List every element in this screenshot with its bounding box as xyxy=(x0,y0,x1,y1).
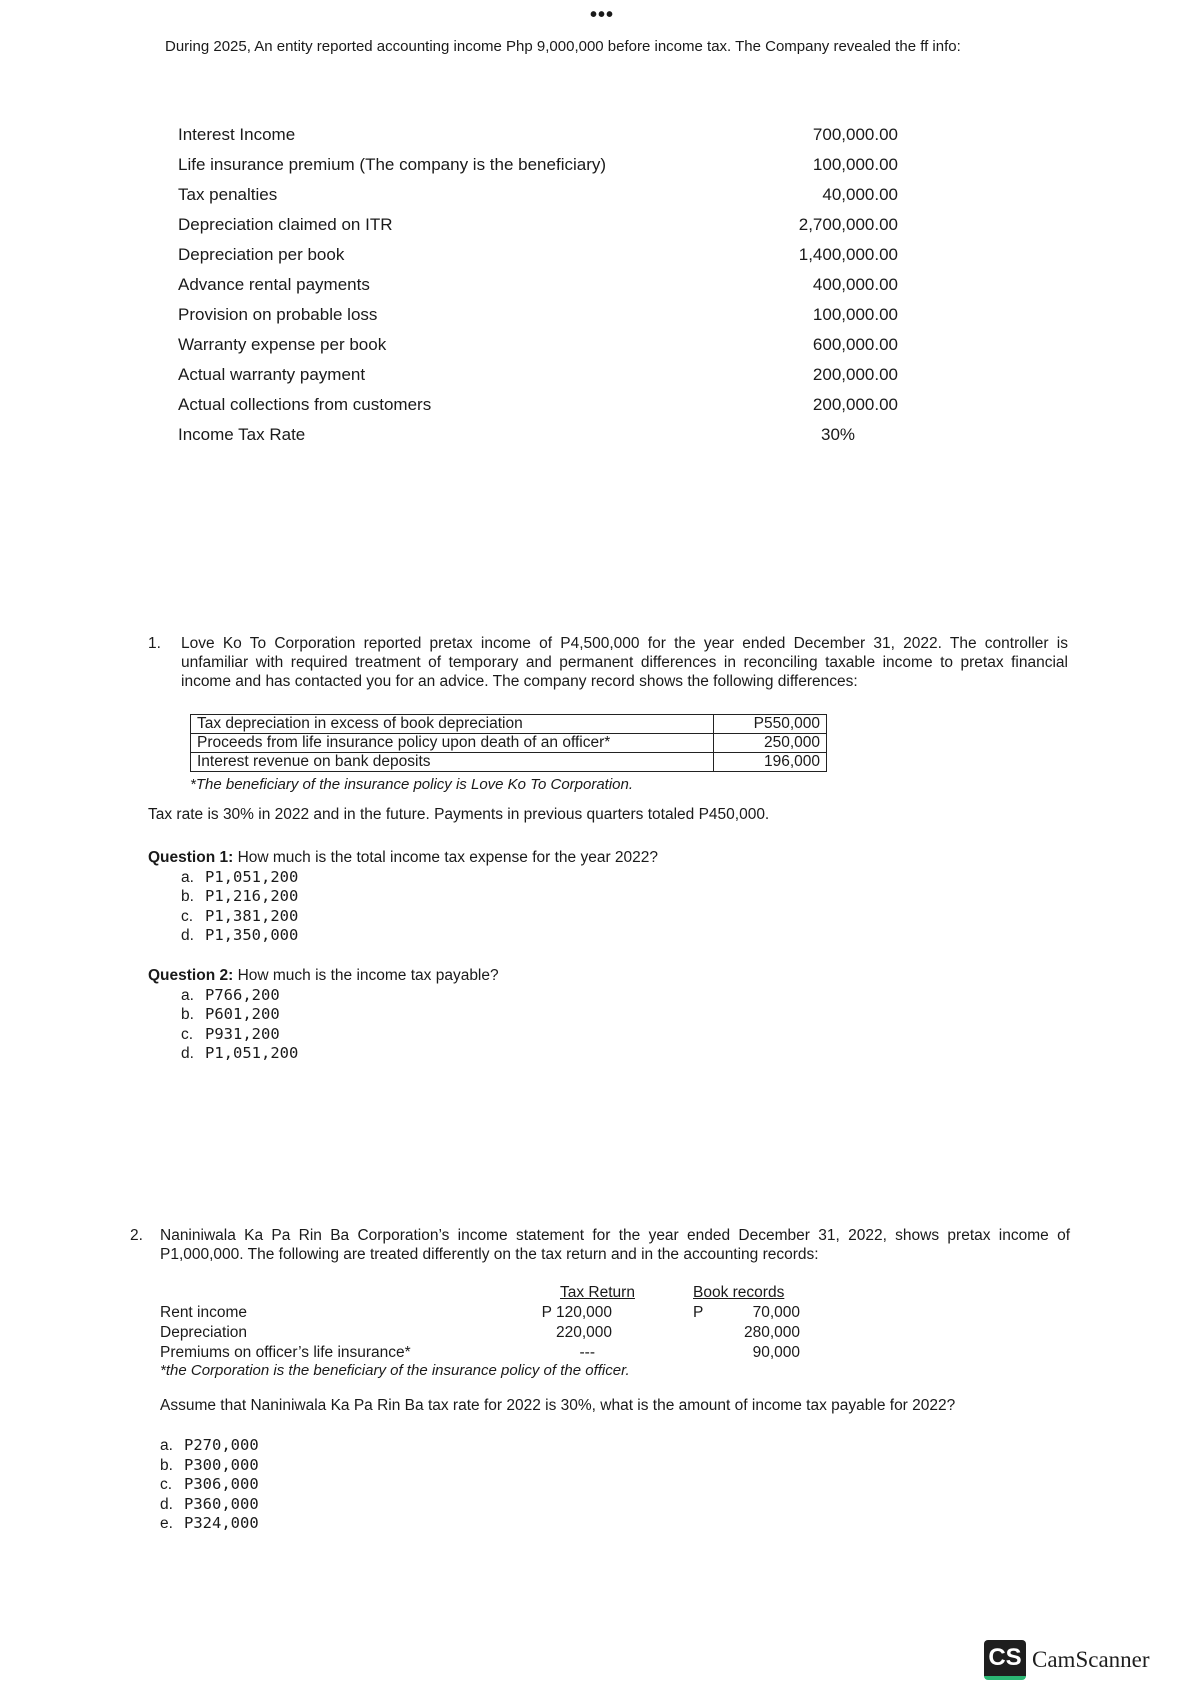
info-row xyxy=(178,120,898,150)
info-label: Interest Income xyxy=(178,125,296,144)
choice-item[interactable] xyxy=(160,1456,259,1476)
choice-text: P1,381,200 xyxy=(205,906,299,925)
choice-text: P306,000 xyxy=(184,1475,259,1493)
info-label: Actual collections from customers xyxy=(178,395,432,414)
differences-table xyxy=(190,714,827,772)
difference-amount: 196,000 xyxy=(714,753,827,772)
info-label: Warranty expense per book xyxy=(178,335,387,354)
tax-return-value: --- xyxy=(579,1344,595,1361)
question-label: Question 2: xyxy=(148,967,234,984)
row-label: Premiums on officer’s life insurance* xyxy=(160,1344,411,1361)
choice-text: P1,051,200 xyxy=(205,1044,299,1062)
tax-rate-text: Tax rate is 30% in 2022 and in the future. Payments in previous quarters totaled P450,000. xyxy=(148,806,770,823)
choice-text: P766,200 xyxy=(205,985,280,1004)
intro-paragraph: During 2025, An entity reported accounting income Php 9,000,000 before income tax. The Company revealed the ff info: xyxy=(165,38,961,55)
choice-item[interactable] xyxy=(160,1514,259,1534)
choice-letter: d. xyxy=(181,1045,194,1062)
choice-letter: d. xyxy=(160,1495,173,1513)
beneficiary-note: *The beneficiary of the insurance policy is Love Ko To Corporation. xyxy=(190,776,634,793)
choice-text: P360,000 xyxy=(184,1494,259,1513)
book-value: 70,000 xyxy=(752,1304,800,1321)
choice-letter: a. xyxy=(181,868,194,886)
choice-letter: e. xyxy=(160,1515,173,1532)
peso-sign: P xyxy=(693,1304,704,1321)
choice-item[interactable] xyxy=(181,1005,499,1025)
camscanner-logo-icon: CS xyxy=(984,1640,1026,1680)
info-row xyxy=(178,150,898,180)
info-row xyxy=(178,420,898,450)
difference-amount: P550,000 xyxy=(714,715,827,734)
info-label: Life insurance premium (The company is the beneficiary) xyxy=(178,155,607,174)
info-row xyxy=(178,300,898,330)
info-value: 600,000.00 xyxy=(812,335,898,354)
tax-return-value: 220,000 xyxy=(555,1324,612,1341)
info-row xyxy=(178,270,898,300)
choice-item[interactable] xyxy=(181,887,658,907)
choice-item[interactable] xyxy=(181,1025,499,1045)
question-label: Question 1: xyxy=(148,849,234,866)
info-value: 40,000.00 xyxy=(822,185,898,204)
table-row xyxy=(191,734,827,753)
info-value: 400,000.00 xyxy=(812,275,898,294)
row-label: Depreciation xyxy=(160,1324,248,1341)
question-1 xyxy=(148,848,658,946)
choice-text: P324,000 xyxy=(184,1514,259,1532)
info-value: 100,000.00 xyxy=(812,305,898,324)
info-label: Provision on probable loss xyxy=(178,305,378,324)
info-value: 700,000.00 xyxy=(812,125,898,144)
choice-letter: a. xyxy=(160,1437,173,1454)
column-header-book-records: Book records xyxy=(693,1284,785,1301)
more-options-dots[interactable]: ••• xyxy=(590,4,615,26)
info-label: Tax penalties xyxy=(178,185,278,204)
choice-letter: b. xyxy=(181,888,194,905)
choice-item[interactable] xyxy=(181,868,658,888)
choice-item[interactable] xyxy=(160,1436,259,1456)
info-row xyxy=(178,360,898,390)
choice-letter: b. xyxy=(160,1456,173,1474)
problem-number: 2. xyxy=(130,1227,143,1244)
table-row xyxy=(191,715,827,734)
question-2 xyxy=(148,966,499,1064)
choice-item[interactable] xyxy=(181,1044,499,1064)
info-label: Actual warranty payment xyxy=(178,365,366,384)
question-text: Assume that Naniniwala Ka Pa Rin Ba tax rate for 2022 is 30%, what is the amount of income tax payable for 2022? xyxy=(160,1397,956,1414)
info-row xyxy=(178,330,898,360)
column-header-tax-return: Tax Return xyxy=(560,1284,635,1301)
choice-letter: c. xyxy=(181,907,194,925)
choice-item[interactable] xyxy=(181,986,499,1006)
table-row xyxy=(191,753,827,772)
difference-amount: 250,000 xyxy=(714,734,827,753)
problem-2 xyxy=(130,1226,1070,1264)
table-row xyxy=(160,1304,800,1323)
problem-text: Naniniwala Ka Pa Rin Ba Corporation’s income statement for the year ended December 31, 2022, shows pretax income of P1,000,000. The following are treated differently on the tax return and in the accounting records: xyxy=(160,1227,1070,1263)
choice-item[interactable] xyxy=(181,907,658,927)
row-label: Rent income xyxy=(160,1304,248,1321)
book-value: 280,000 xyxy=(743,1324,800,1341)
question-text: How much is the total income tax expense for the year 2022? xyxy=(233,849,659,866)
problem-2-choices xyxy=(160,1436,259,1534)
choice-list xyxy=(148,868,658,946)
info-value: 100,000.00 xyxy=(812,155,898,174)
table-row xyxy=(160,1324,800,1343)
info-list xyxy=(178,120,898,450)
difference-desc: Interest revenue on bank deposits xyxy=(191,753,714,772)
camscanner-watermark xyxy=(984,1640,1150,1680)
info-value: 200,000.00 xyxy=(812,395,898,414)
info-value: 1,400,000.00 xyxy=(798,245,898,264)
info-label: Advance rental payments xyxy=(178,275,370,294)
choice-text: P1,216,200 xyxy=(205,887,299,905)
info-value: 30% xyxy=(820,425,856,444)
info-label: Depreciation claimed on ITR xyxy=(178,215,393,234)
info-row xyxy=(178,240,898,270)
problem-1 xyxy=(148,634,1068,691)
problem-text: Love Ko To Corporation reported pretax income of P4,500,000 for the year ended December 31, 2022. The controller is unfamiliar with required treatment of temporary and permanent differences in reconciling taxable income to pretax financial income and has contacted you for an advice. The company record shows the following differences: xyxy=(181,635,1068,690)
choice-letter: c. xyxy=(181,1025,194,1043)
book-value: 90,000 xyxy=(752,1344,800,1361)
tax-return-value: P 120,000 xyxy=(541,1304,612,1321)
camscanner-text: CamScanner xyxy=(1032,1647,1150,1672)
choice-text: P300,000 xyxy=(184,1455,259,1474)
difference-desc: Tax depreciation in excess of book depreciation xyxy=(191,715,714,734)
info-value: 200,000.00 xyxy=(812,365,898,384)
choice-letter: d. xyxy=(181,927,194,944)
choice-text: P601,200 xyxy=(205,1005,280,1023)
table-row xyxy=(160,1344,800,1363)
choice-letter: a. xyxy=(181,986,194,1004)
choice-item[interactable] xyxy=(181,926,658,946)
info-row xyxy=(178,210,898,240)
choice-list xyxy=(148,986,499,1064)
info-label: Depreciation per book xyxy=(178,245,345,264)
choice-letter: c. xyxy=(160,1476,173,1493)
choice-text: P270,000 xyxy=(184,1436,259,1454)
choice-text: P931,200 xyxy=(205,1024,280,1043)
choice-item[interactable] xyxy=(160,1495,259,1515)
info-value: 2,700,000.00 xyxy=(798,215,898,234)
question-text: How much is the income tax payable? xyxy=(233,967,499,984)
info-row xyxy=(178,390,898,420)
choice-text: P1,350,000 xyxy=(205,926,299,944)
problem-number: 1. xyxy=(148,635,161,652)
difference-desc: Proceeds from life insurance policy upon death of an officer* xyxy=(191,734,714,753)
beneficiary-note: *the Corporation is the beneficiary of the insurance policy of the officer. xyxy=(160,1362,630,1379)
info-row xyxy=(178,180,898,210)
choice-list xyxy=(160,1436,259,1534)
choice-letter: b. xyxy=(181,1006,194,1023)
choice-text: P1,051,200 xyxy=(205,867,299,886)
info-label: Income Tax Rate xyxy=(178,425,306,444)
choice-item[interactable] xyxy=(160,1475,259,1495)
